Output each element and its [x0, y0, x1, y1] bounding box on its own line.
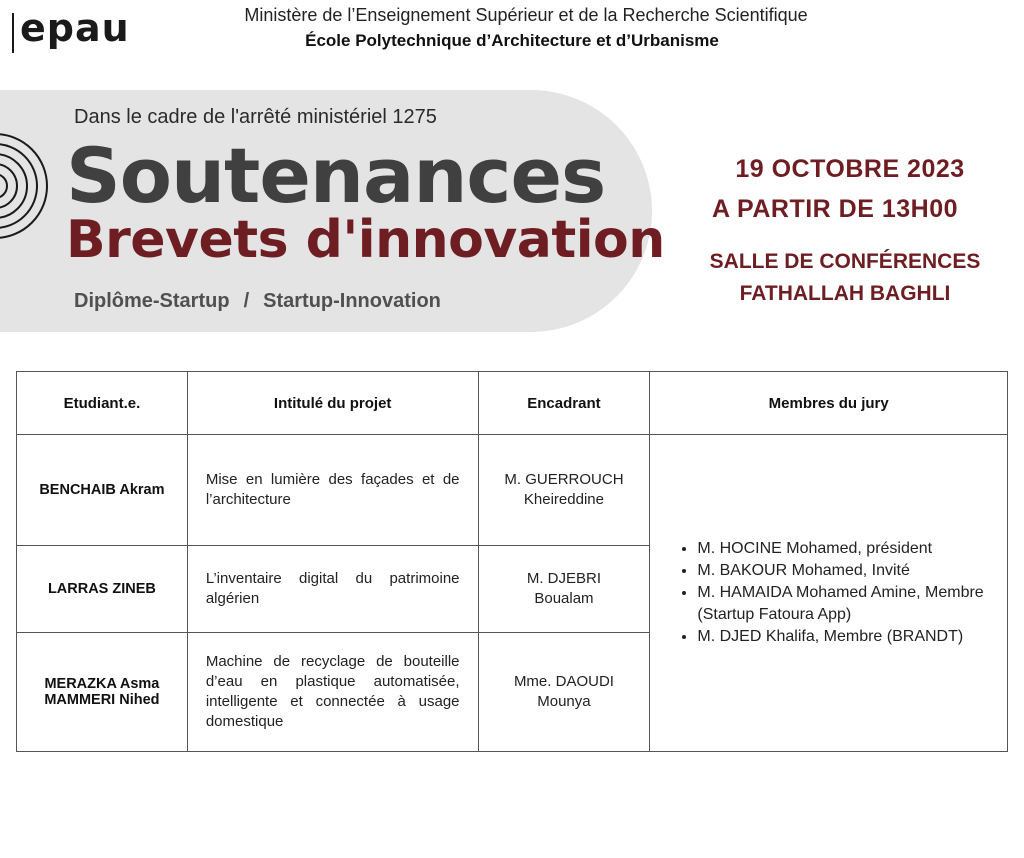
supervisor-cell — [478, 435, 650, 546]
column-header-jury: Membres du jury — [650, 372, 1008, 435]
jury-cell — [650, 435, 1008, 752]
jury-member: • M. HOCINE Mohamed, président — [697, 538, 1006, 560]
defense-schedule-table — [16, 371, 1008, 752]
project-title: L’inventaire digital du patrimoine algérien — [187, 546, 478, 633]
supervisor-name: M. DJEBRI — [526, 570, 602, 587]
concentric-rings-decoration — [0, 130, 50, 250]
student-name: MAMMERI Nihed — [44, 692, 160, 708]
tracks-line — [74, 290, 441, 313]
student-cell — [17, 633, 188, 752]
supervisor-firstname: Mounya — [537, 693, 591, 710]
supervisor-name: M. GUERROUCH — [504, 471, 624, 488]
supervisor-firstname: Kheireddine — [523, 491, 604, 508]
event-venue — [695, 246, 995, 310]
table-row — [17, 435, 1008, 546]
arrete-text: Dans le cadre de l'arrêté ministériel 1275 — [74, 106, 437, 128]
ministry-name: Ministère de l’Enseignement Supérieur et de la Recherche Scientifique — [244, 5, 808, 25]
table-header-row — [17, 372, 1008, 435]
jury-member: • M. BAKOUR Mohamed, Invité — [697, 560, 1006, 582]
student-name: MERAZKA Asma — [44, 676, 160, 692]
venue-line-2: FATHALLAH BAGHLI — [739, 282, 951, 305]
project-title: Mise en lumière des façades et de l’architecture — [187, 435, 478, 546]
student-cell — [17, 546, 188, 633]
column-header-supervisor: Encadrant — [478, 372, 650, 435]
school-name: École Polytechnique d’Architecture et d’Urbanisme — [305, 31, 719, 50]
student-cell — [17, 435, 188, 546]
event-time: A PARTIR DE 13H00 — [711, 195, 959, 223]
jury-member: • M. HAMAIDA Mohamed Amine, Membre (Startup Fatoura App) — [697, 582, 1006, 626]
page-title: Soutenances — [66, 131, 606, 220]
track-startup-innovation: Startup-Innovation — [263, 290, 441, 312]
column-header-project: Intitulé du projet — [187, 372, 478, 435]
event-date: 19 OCTOBRE 2023 — [735, 155, 965, 183]
supervisor-name: Mme. DAOUDI — [513, 673, 614, 690]
jury-list — [651, 538, 1006, 648]
column-header-student: Etudiant.e. — [17, 372, 188, 435]
supervisor-cell — [478, 546, 650, 633]
project-title: Machine de recyclage de bouteille d’eau en plastique automatisée, intelligente et connectée à usage domestique — [187, 633, 478, 752]
student-name: BENCHAIB Akram — [39, 482, 165, 498]
epau-logo: epau — [20, 6, 130, 50]
page-subtitle: Brevets d'innovation — [66, 210, 665, 270]
jury-member: • M. DJED Khalifa, Membre (BRANDT) — [697, 626, 1006, 648]
supervisor-firstname: Boualam — [534, 590, 594, 607]
venue-line-1: SALLE DE CONFÉRENCES — [709, 250, 981, 273]
track-separator: / — [243, 290, 250, 312]
track-diplome-startup: Diplôme-Startup — [74, 290, 230, 312]
supervisor-cell — [478, 633, 650, 752]
student-name: LARRAS ZINEB — [47, 581, 156, 597]
